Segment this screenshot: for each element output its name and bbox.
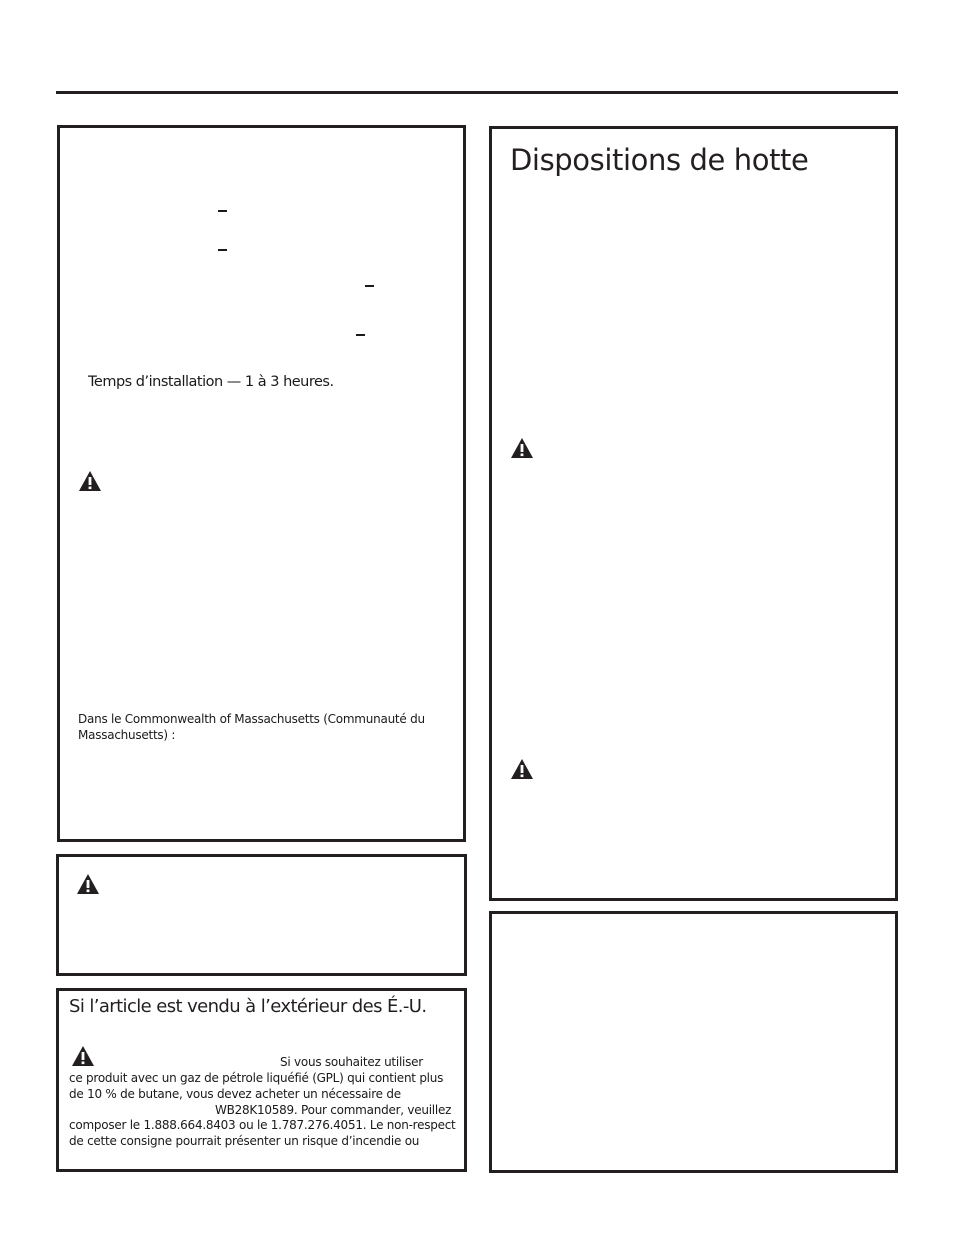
warning-icon <box>71 1045 95 1067</box>
em-dash <box>218 249 227 251</box>
em-dash <box>356 334 365 336</box>
em-dash <box>365 285 374 287</box>
massachusetts-line-1: Dans le Commonwealth of Massachusetts (Communauté du <box>78 712 425 726</box>
warning-icon <box>510 437 534 459</box>
outside-us-line-6: de cette consigne pourrait présenter un risque d’incendie ou <box>69 1134 420 1148</box>
warning-box <box>56 854 467 976</box>
header-rule <box>56 91 898 94</box>
outside-us-box <box>56 988 467 1172</box>
em-dash <box>218 210 227 212</box>
hood-title: Dispositions de hotte <box>510 143 809 177</box>
warning-icon <box>78 470 102 492</box>
hood-arrangements-box <box>489 126 898 901</box>
outside-us-line-5: composer le 1.888.664.8403 ou le 1.787.276.4051. Le non-respect <box>69 1118 456 1132</box>
warning-icon <box>76 873 100 895</box>
warning-icon <box>510 758 534 780</box>
right-bottom-box <box>489 911 898 1173</box>
install-time: Temps d’installation — 1 à 3 heures. <box>88 374 334 390</box>
outside-us-title: Si l’article est vendu à l’extérieur des É.-U. <box>69 996 427 1017</box>
outside-us-line-4: WB28K10589. Pour commander, veuillez <box>215 1103 452 1117</box>
installation-box <box>57 125 466 842</box>
outside-us-line-2: ce produit avec un gaz de pétrole liquéfié (GPL) qui contient plus <box>69 1071 444 1085</box>
outside-us-line-1: Si vous souhaitez utiliser <box>280 1055 423 1069</box>
massachusetts-line-2: Massachusetts) : <box>78 728 176 742</box>
outside-us-line-3: de 10 % de butane, vous devez acheter un nécessaire de <box>69 1087 401 1101</box>
